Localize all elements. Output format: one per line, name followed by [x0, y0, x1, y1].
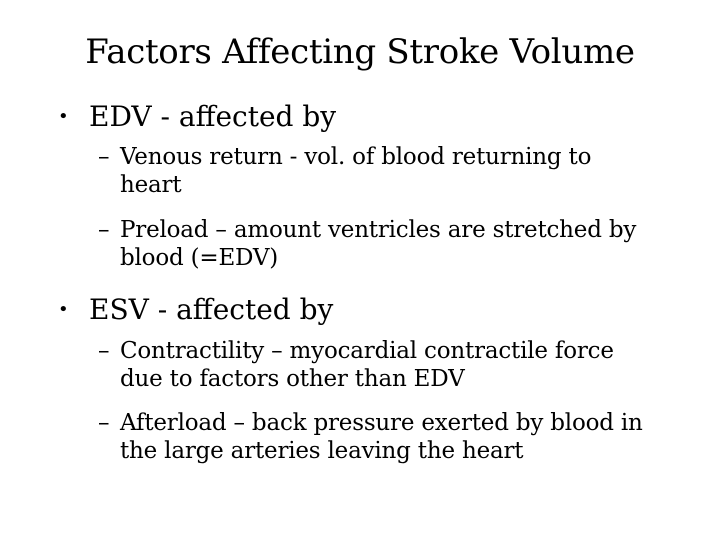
- bullet-text: ESV - affected by: [89, 293, 334, 326]
- subbullet-item-preload: [98, 216, 658, 272]
- bullet-marker: •: [58, 299, 69, 320]
- subbullet-marker: –: [98, 217, 110, 243]
- subbullet-text: Afterload – back pressure exerted by blood in the large arteries leaving the heart: [120, 410, 643, 464]
- subbullet-item-venous-return: [98, 143, 658, 199]
- bullet-text: EDV - affected by: [89, 100, 337, 133]
- subbullet-marker: –: [98, 338, 110, 364]
- subbullet-text: Venous return - vol. of blood returning to heart: [120, 144, 592, 198]
- subbullet-text: Contractility – myocardial contractile force due to factors other than EDV: [120, 338, 614, 392]
- subbullet-marker: –: [98, 410, 110, 436]
- bullet-marker: •: [58, 106, 69, 127]
- slide-title: Factors Affecting Stroke Volume: [85, 32, 635, 72]
- subbullet-text: Preload – amount ventricles are stretched by blood (=EDV): [120, 217, 637, 271]
- subbullet-item-contractility: [98, 337, 658, 393]
- subbullet-marker: –: [98, 144, 110, 170]
- subbullet-item-afterload: [98, 409, 658, 465]
